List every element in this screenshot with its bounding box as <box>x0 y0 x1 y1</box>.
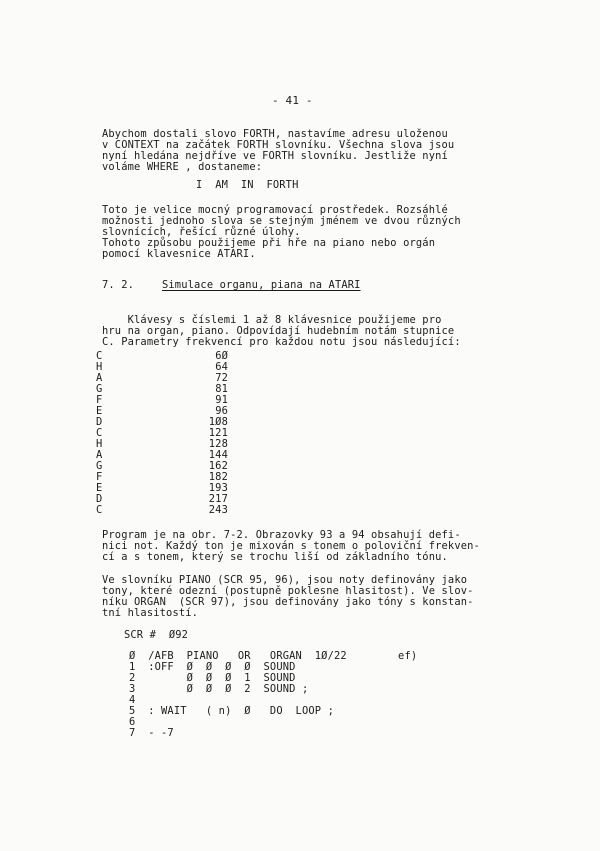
note-name: A <box>96 372 103 384</box>
intro-line-1: Abychom dostali slovo FORTH, nastavíme adresu uloženou <box>102 128 448 140</box>
section-title: Simulace organu, piana na ATARI <box>162 279 361 291</box>
note-frequency: 243 <box>208 504 228 516</box>
note-name: C <box>96 350 103 362</box>
note-frequency: 72 <box>215 372 228 384</box>
note-name: C <box>96 427 103 439</box>
screen-line: 2 Ø Ø Ø 1 SOUND <box>129 672 296 684</box>
notes-table <box>0 351 600 521</box>
note-frequency: 81 <box>215 383 228 395</box>
screen-line: 7 - -7 <box>129 727 174 739</box>
note-frequency: 193 <box>208 482 228 494</box>
screen-line: 4 <box>129 694 136 706</box>
note-frequency: 182 <box>208 471 228 483</box>
note-name: D <box>96 493 103 505</box>
screen-line: 5 : WAIT ( n) Ø DO LOOP ; <box>129 705 334 717</box>
second-line-5: pomocí klavesnice ATARI. <box>102 248 256 260</box>
note-name: H <box>96 438 103 450</box>
note-frequency: 128 <box>208 438 228 450</box>
note-frequency: 6Ø <box>215 350 228 362</box>
note-name: F <box>96 394 103 406</box>
section-intro-line-3: C. Parametry frekvencí pro každou notu jsou následující: <box>102 336 461 348</box>
second-line-1: Toto je velice mocný programovací prostředek. Rozsáhlé <box>102 204 448 216</box>
note-frequency: 64 <box>215 361 228 373</box>
note-frequency: 144 <box>208 449 228 461</box>
screen-listing <box>0 651 600 751</box>
note-name: F <box>96 471 103 483</box>
output-line: I AM IN FORTH <box>196 179 299 191</box>
screen-line: 3 Ø Ø Ø 2 SOUND ; <box>129 683 309 695</box>
note-frequency: 96 <box>215 405 228 417</box>
note-name: E <box>96 405 103 417</box>
second-line-4: Tohoto způsobu použijeme při hře na piano nebo orgán <box>102 237 436 249</box>
piano-line-4: tní hlasitostí. <box>102 607 199 619</box>
screen-header: SCR # Ø92 <box>124 629 189 641</box>
second-line-3: slovnících, řešící různé úlohy. <box>102 226 301 238</box>
intro-line-2: v CONTEXT na začátek FORTH slovníku. Všechna slova jsou <box>102 139 455 151</box>
note-name: G <box>96 383 103 395</box>
section-number: 7. 2. <box>102 279 135 291</box>
page-number: - 41 - <box>272 94 313 107</box>
note-name: A <box>96 449 103 461</box>
intro-line-4: voláme WHERE , dostaneme: <box>102 161 263 173</box>
second-line-2: možnosti jednoho slova se stejným jménem ve dvou různých <box>102 215 461 227</box>
note-frequency: 91 <box>215 394 228 406</box>
screen-line: 6 <box>129 716 136 728</box>
intro-line-3: nyní hledána nejdříve ve FORTH slovníku. Jestliže nyní <box>102 150 448 162</box>
note-frequency: 1Ø8 <box>208 416 228 428</box>
piano-line-1: Ve slovníku PIANO (SCR 95, 96), jsou noty definovány jako <box>102 574 468 586</box>
section-intro-line-2: hru na organ, piano. Odpovídají hudebním notám stupnice <box>102 325 455 337</box>
piano-line-2: tony, které odezní (postupně poklesne hlasitost). Ve slov- <box>102 585 474 597</box>
piano-line-3: níku ORGAN (SCR 97), jsou definovány jako tóny s konstan- <box>102 596 474 608</box>
note-frequency: 162 <box>208 460 228 472</box>
screen-line: Ø /AFB PIANO OR ORGAN 1Ø/22 ef) <box>129 650 418 662</box>
note-frequency: 217 <box>208 493 228 505</box>
program-line-2: nici not. Každý ton je mixován s tonem o poloviční frekven- <box>102 540 480 552</box>
program-line-1: Program je na obr. 7-2. Obrazovky 93 a 94 obsahují defi- <box>102 529 461 541</box>
screen-line: 1 :OFF Ø Ø Ø Ø SOUND <box>129 661 296 673</box>
section-intro-line-1: Klávesy s číslemi 1 až 8 klávesnice použijeme pro <box>102 314 442 326</box>
program-line-3: cí a s tonem, který se trochu liší od základního tónu. <box>102 551 448 563</box>
note-name: H <box>96 361 103 373</box>
note-frequency: 121 <box>208 427 228 439</box>
note-name: G <box>96 460 103 472</box>
note-name: D <box>96 416 103 428</box>
note-name: C <box>96 504 103 516</box>
note-name: E <box>96 482 103 494</box>
